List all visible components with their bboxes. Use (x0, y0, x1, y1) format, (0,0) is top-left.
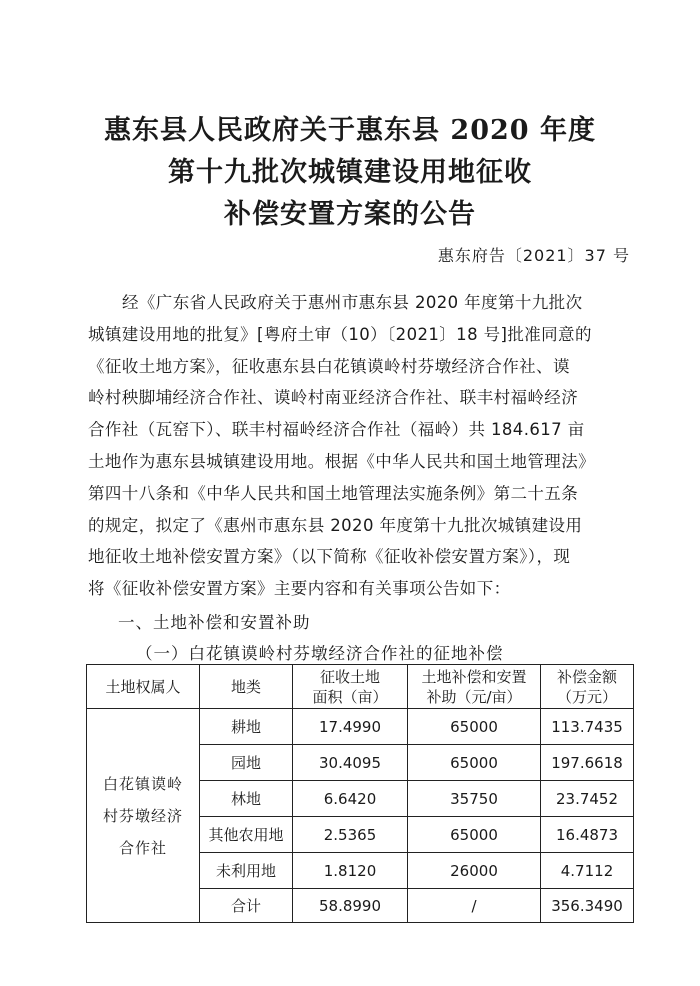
header-rate-line: 补助（元/亩） (426, 687, 522, 706)
body-line: 地征收土地补偿安置方案》（以下简称《征收补偿安置方案》），现 (88, 547, 571, 567)
body-line: 岭村秧脚埔经济合作社、谟岭村南亚经济合作社、联丰村福岭经济 (88, 388, 579, 408)
cell-amount: 113.7435 (541, 709, 634, 745)
cell-type: 耕地 (200, 709, 293, 745)
section-heading: 一、土地补偿和安置补助 (118, 613, 311, 632)
cell-amount: 197.6618 (541, 745, 634, 781)
body-line: 第四十八条和《中华人民共和国土地管理法实施条例》第二十五条 (88, 483, 579, 503)
title-line-2: 第十九批次城镇建设用地征收 (168, 157, 532, 188)
cell-amount: 4.7112 (541, 853, 634, 889)
body-line: 经《广东省人民政府关于惠州市惠东县 2020 年度第十九批次 (122, 293, 583, 312)
compensation-table (86, 664, 634, 923)
owner-line: 村芬墩经济 (102, 806, 183, 825)
cell-area: 17.4990 (293, 709, 408, 745)
header-area-line: 征收土地 (319, 667, 380, 686)
cell-area: 1.8120 (293, 853, 408, 889)
cell-area: 2.5365 (293, 817, 408, 853)
body-paragraph (88, 287, 628, 605)
cell-rate: 65000 (408, 709, 541, 745)
header-rate (408, 665, 541, 709)
header-land-type: 地类 (200, 665, 293, 709)
subsection-heading: （一）白花镇谟岭村芬墩经济合作社的征地补偿 (136, 644, 504, 663)
cell-type: 未利用地 (200, 853, 293, 889)
header-rate-line: 土地补偿和安置 (421, 667, 527, 686)
table-header-row (87, 665, 634, 709)
cell-area: 30.4095 (293, 745, 408, 781)
cell-area: 6.6420 (293, 781, 408, 817)
title-line-1: 惠东县人民政府关于惠东县 2020 年度 (104, 115, 596, 146)
title-line-3: 补偿安置方案的公告 (224, 199, 476, 230)
cell-type: 合计 (200, 889, 293, 923)
header-amount-line: 补偿金额 (556, 667, 617, 686)
owner-cell (87, 709, 200, 923)
cell-type: 园地 (200, 745, 293, 781)
cell-type: 其他农用地 (200, 817, 293, 853)
cell-rate: 26000 (408, 853, 541, 889)
body-line: 的规定，拟定了《惠州市惠东县 2020 年度第十九批次城镇建设用 (88, 515, 583, 535)
cell-rate: / (408, 889, 541, 923)
cell-amount: 356.3490 (541, 889, 634, 923)
cell-rate: 65000 (408, 745, 541, 781)
header-amount-line: （万元） (556, 687, 617, 706)
body-line: 城镇建设用地的批复》[粤府土审（10）〔2021〕18 号]批准同意的 (88, 324, 592, 344)
owner-line: 合作社 (118, 838, 167, 857)
cell-area: 58.8990 (293, 889, 408, 923)
cell-amount: 23.7452 (541, 781, 634, 817)
cell-rate: 35750 (408, 781, 541, 817)
header-area-line: 面积（亩） (312, 687, 388, 706)
header-amount (541, 665, 634, 709)
body-line: 将《征收补偿安置方案》主要内容和有关事项公告如下： (88, 579, 511, 599)
cell-amount: 16.4873 (541, 817, 634, 853)
document-number: 惠东府告〔2021〕37 号 (437, 246, 630, 265)
owner-line: 白花镇谟岭 (102, 774, 183, 793)
body-line: 合作社（瓦窑下）、联丰村福岭经济合作社（福岭）共 184.617 亩 (88, 420, 585, 440)
body-line: 土地作为惠东县城镇建设用地。根据《中华人民共和国土地管理法》 (88, 451, 595, 471)
cell-rate: 65000 (408, 817, 541, 853)
body-line: 《征收土地方案》，征收惠东县白花镇谟岭村芬墩经济合作社、谟 (88, 356, 570, 376)
cell-type: 林地 (200, 781, 293, 817)
header-area (293, 665, 408, 709)
table-row (87, 709, 634, 745)
header-owner: 土地权属人 (87, 665, 200, 709)
